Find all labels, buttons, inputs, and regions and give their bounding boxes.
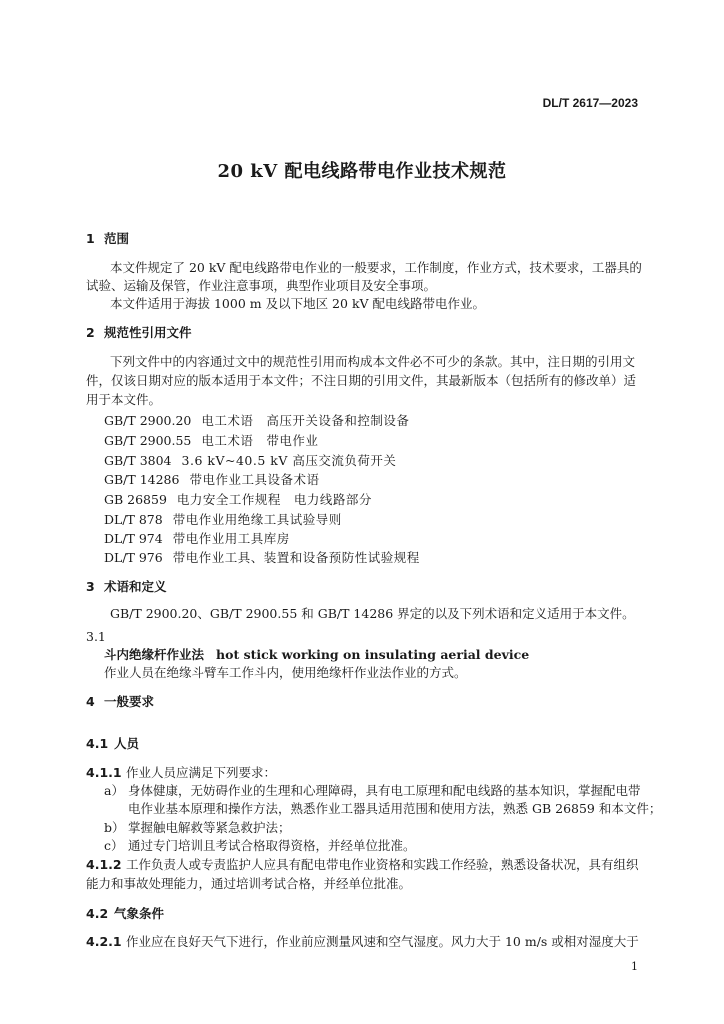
reference-code: DL/T 976 [104, 550, 163, 565]
document-code: DL/T 2617—2023 [542, 96, 638, 110]
reference-item [104, 511, 342, 529]
clause-4-2-1 [86, 933, 639, 951]
list-item-b [104, 819, 291, 837]
section-number: 1 [86, 231, 95, 246]
reference-item [104, 452, 396, 470]
section-title: 一般要求 [104, 694, 155, 709]
reference-name: 3.6 kV~40.5 kV 高压交流负荷开关 [181, 453, 397, 468]
clause-number: 4.1.1 [86, 765, 122, 780]
section-title: 规范性引用文件 [104, 325, 192, 340]
subsection-title: 气象条件 [114, 906, 165, 921]
paragraph-line: 试验、运输及保管，作业注意事项，典型作业项目及安全事项。 [86, 278, 437, 293]
reference-item [104, 432, 318, 450]
list-text: 通过专门培训且考试合格取得资格，并经单位批准。 [128, 838, 416, 853]
reference-name: 带电作业工具设备术语 [189, 472, 320, 487]
reference-code: GB/T 14286 [104, 472, 180, 487]
list-marker: b） [104, 820, 125, 835]
reference-code: GB/T 3804 [104, 453, 172, 468]
subsection-4-1-heading [86, 735, 139, 753]
paragraph-line: 本文件规定了 20 kV 配电线路带电作业的一般要求，工作制度，作业方式，技术要求，工器具的 [110, 260, 642, 275]
subsection-number: 4.2 [86, 906, 109, 921]
reference-item [104, 471, 319, 489]
term-definition: 作业人员在绝缘斗臂车工作斗内，使用绝缘杆作业法作业的方式。 [104, 665, 467, 680]
paragraph-line: 件，仅该日期对应的版本适用于本文件；不注日期的引用文件，其最新版本（包括所有的修改单）适 [86, 373, 637, 388]
list-item-c [104, 837, 416, 855]
reference-name: 带电作业工具、装置和设备预防性试验规程 [172, 550, 420, 565]
clause-text: 作业人员应满足下列要求： [126, 765, 277, 780]
list-text: 身体健康，无妨碍作业的生理和心理障碍，具有电工原理和配电线路的基本知识，掌握配电带 [128, 783, 641, 798]
clause-4-1-1 [86, 764, 276, 782]
clause-number: 4.2.1 [86, 934, 122, 949]
section-number: 4 [86, 694, 95, 709]
section-number: 3 [86, 579, 95, 594]
section-4-heading [86, 693, 154, 711]
term-title [104, 646, 529, 664]
reference-item [104, 549, 420, 567]
reference-code: GB 26859 [104, 492, 167, 507]
term-number: 3.1 [86, 629, 106, 644]
reference-code: GB/T 2900.55 [104, 433, 192, 448]
reference-code: GB/T 2900.20 [104, 413, 192, 428]
clause-number: 4.1.2 [86, 857, 122, 872]
subsection-title: 人员 [114, 736, 140, 751]
page-number: 1 [631, 960, 638, 973]
reference-item [104, 412, 409, 430]
paragraph-line: GB/T 2900.20、GB/T 2900.55 和 GB/T 14286 界定的以及下列术语和定义适用于本文件。 [110, 606, 635, 621]
reference-name: 带电作业用绝缘工具试验导则 [172, 512, 342, 527]
clause-4-1-2-continued: 能力和事故处理能力，通过培训考试合格，并经单位批准。 [86, 876, 412, 891]
reference-item [104, 491, 372, 509]
reference-name: 电力安全工作规程 电力线路部分 [176, 492, 372, 507]
clause-text: 工作负责人或专责监护人应具有配电带电作业资格和实践工作经验，熟悉设备状况，具有组织 [126, 857, 639, 872]
clause-text: 作业应在良好天气下进行，作业前应测量风速和空气湿度。风力大于 10 m/s 或相对湿度大于 [126, 934, 639, 949]
paragraph-line: 用于本文件。 [86, 392, 162, 407]
list-item-a-continued: 电作业基本原理和操作方法，熟悉作业工器具适用范围和使用方法，熟悉 GB 26859 和本文件； [128, 801, 662, 816]
section-title: 术语和定义 [104, 579, 167, 594]
list-item-a [104, 782, 641, 800]
clause-4-1-2 [86, 856, 639, 874]
section-number: 2 [86, 325, 95, 340]
reference-name: 电工术语 高压开关设备和控制设备 [201, 413, 410, 428]
reference-code: DL/T 878 [104, 512, 163, 527]
list-text: 掌握触电解救等紧急救护法； [128, 820, 291, 835]
paragraph-line: 下列文件中的内容通过文中的规范性引用而构成本文件必不可少的条款。其中，注日期的引用文 [110, 354, 636, 369]
term-english: hot stick working on insulating aerial device [216, 647, 530, 662]
section-title: 范围 [104, 231, 130, 246]
subsection-number: 4.1 [86, 736, 109, 751]
list-marker: a） [104, 783, 124, 798]
section-1-heading [86, 230, 129, 248]
document-title: 20 kV 配电线路带电作业技术规范 [217, 161, 507, 182]
reference-item [104, 530, 290, 548]
reference-name: 电工术语 带电作业 [201, 433, 319, 448]
reference-code: DL/T 974 [104, 531, 163, 546]
list-marker: c） [104, 838, 124, 853]
paragraph-line: 本文件适用于海拔 1000 m 及以下地区 20 kV 配电线路带电作业。 [110, 296, 486, 311]
section-2-heading [86, 324, 192, 342]
section-3-heading [86, 578, 167, 596]
subsection-4-2-heading [86, 905, 164, 923]
reference-name: 带电作业用工具库房 [172, 531, 290, 546]
term-chinese: 斗内绝缘杆作业法 [104, 647, 205, 662]
